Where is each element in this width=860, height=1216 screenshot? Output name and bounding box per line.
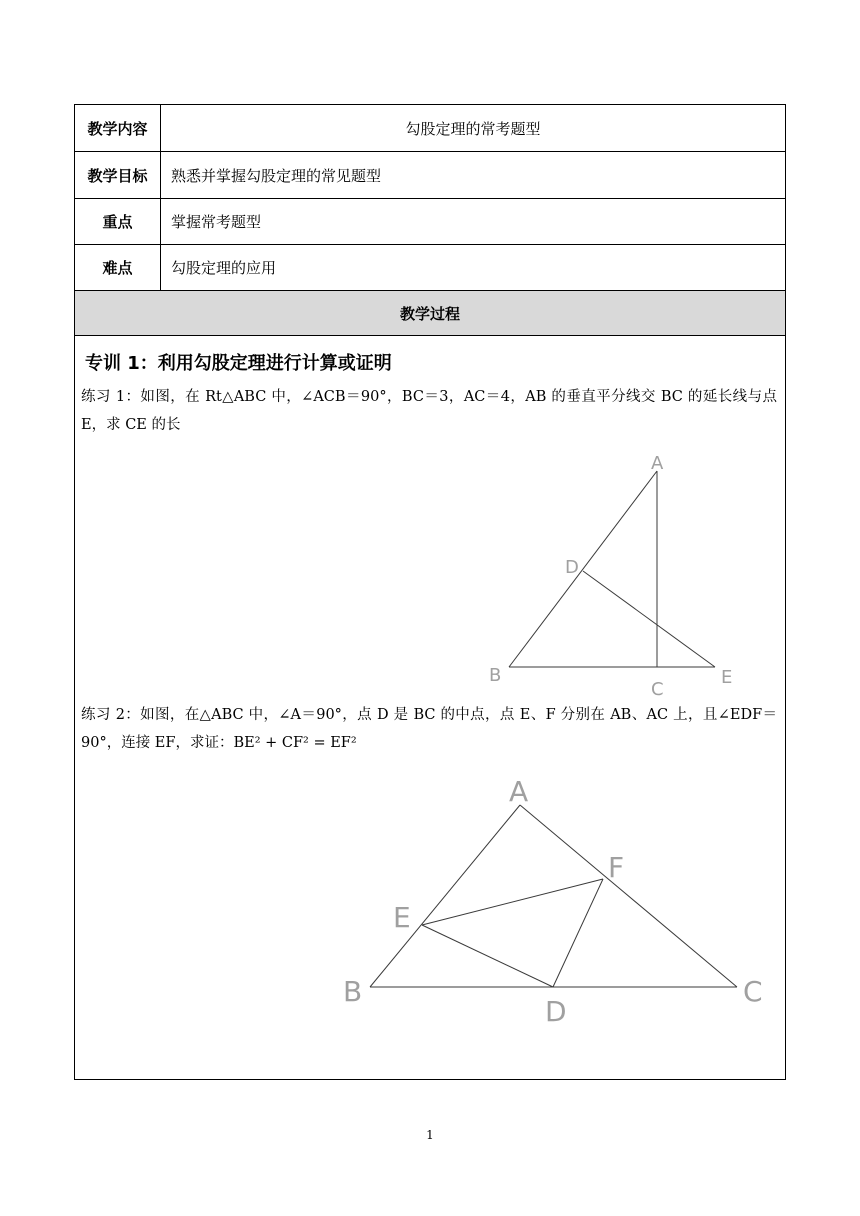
objective-text: 熟悉并掌握勾股定理的常见题型: [171, 166, 382, 185]
segment-ef: [422, 879, 603, 925]
row-label: 难点: [75, 245, 161, 290]
key-point-text: 掌握常考题型: [171, 213, 262, 231]
label-c: C: [743, 975, 763, 1008]
row-objective: [75, 152, 785, 199]
lesson-topic: 勾股定理的常考题型: [405, 119, 541, 138]
row-difficulty: [75, 245, 785, 291]
label-a: A: [509, 775, 529, 808]
label-d: D: [545, 995, 567, 1028]
label-c: C: [651, 679, 664, 700]
label-e: E: [393, 901, 411, 934]
section-title: 专训 1：利用勾股定理进行计算或证明: [85, 353, 392, 374]
label-f: F: [608, 851, 625, 884]
segment-fd: [553, 879, 603, 987]
row-label: 重点: [75, 199, 161, 244]
process-heading: 教学过程: [75, 291, 785, 336]
row-content: [75, 105, 785, 152]
label-d: D: [565, 557, 579, 578]
exercise-2-text: [81, 701, 777, 757]
row-key-point: [75, 199, 785, 245]
segment-ac: [520, 805, 737, 987]
figure-2-diagram: [335, 775, 775, 1035]
label-a: A: [651, 453, 664, 474]
figure-1-diagram: [489, 451, 749, 701]
exercise-2-formula: BE² + CF² = EF²: [233, 735, 357, 751]
row-label: 教学目标: [75, 152, 161, 198]
page-number: 1: [426, 1128, 434, 1142]
exercise-2-statement: 练习 2：如图，在△ABC 中，∠A＝90°，点 D 是 BC 的中点，点 E、F 分别在 AB、AC 上，且∠EDF＝90°，连接 EF，求证：: [81, 707, 777, 751]
exercise-1-text: 练习 1：如图，在 Rt△ABC 中，∠ACB＝90°，BC＝3，AC＝4，AB 的垂直平分线交 BC 的延长线与点 E，求 CE 的长: [81, 389, 777, 433]
label-b: B: [489, 665, 502, 686]
label-e: E: [721, 667, 733, 688]
segment-ab: [509, 471, 657, 667]
row-label: 教学内容: [75, 105, 161, 151]
segment-ed: [422, 925, 553, 987]
difficulty-text: 勾股定理的应用: [171, 259, 277, 277]
segment-ab: [370, 805, 520, 987]
lesson-table: [74, 104, 786, 1080]
label-b: B: [343, 975, 363, 1008]
segment-de: [583, 571, 715, 667]
